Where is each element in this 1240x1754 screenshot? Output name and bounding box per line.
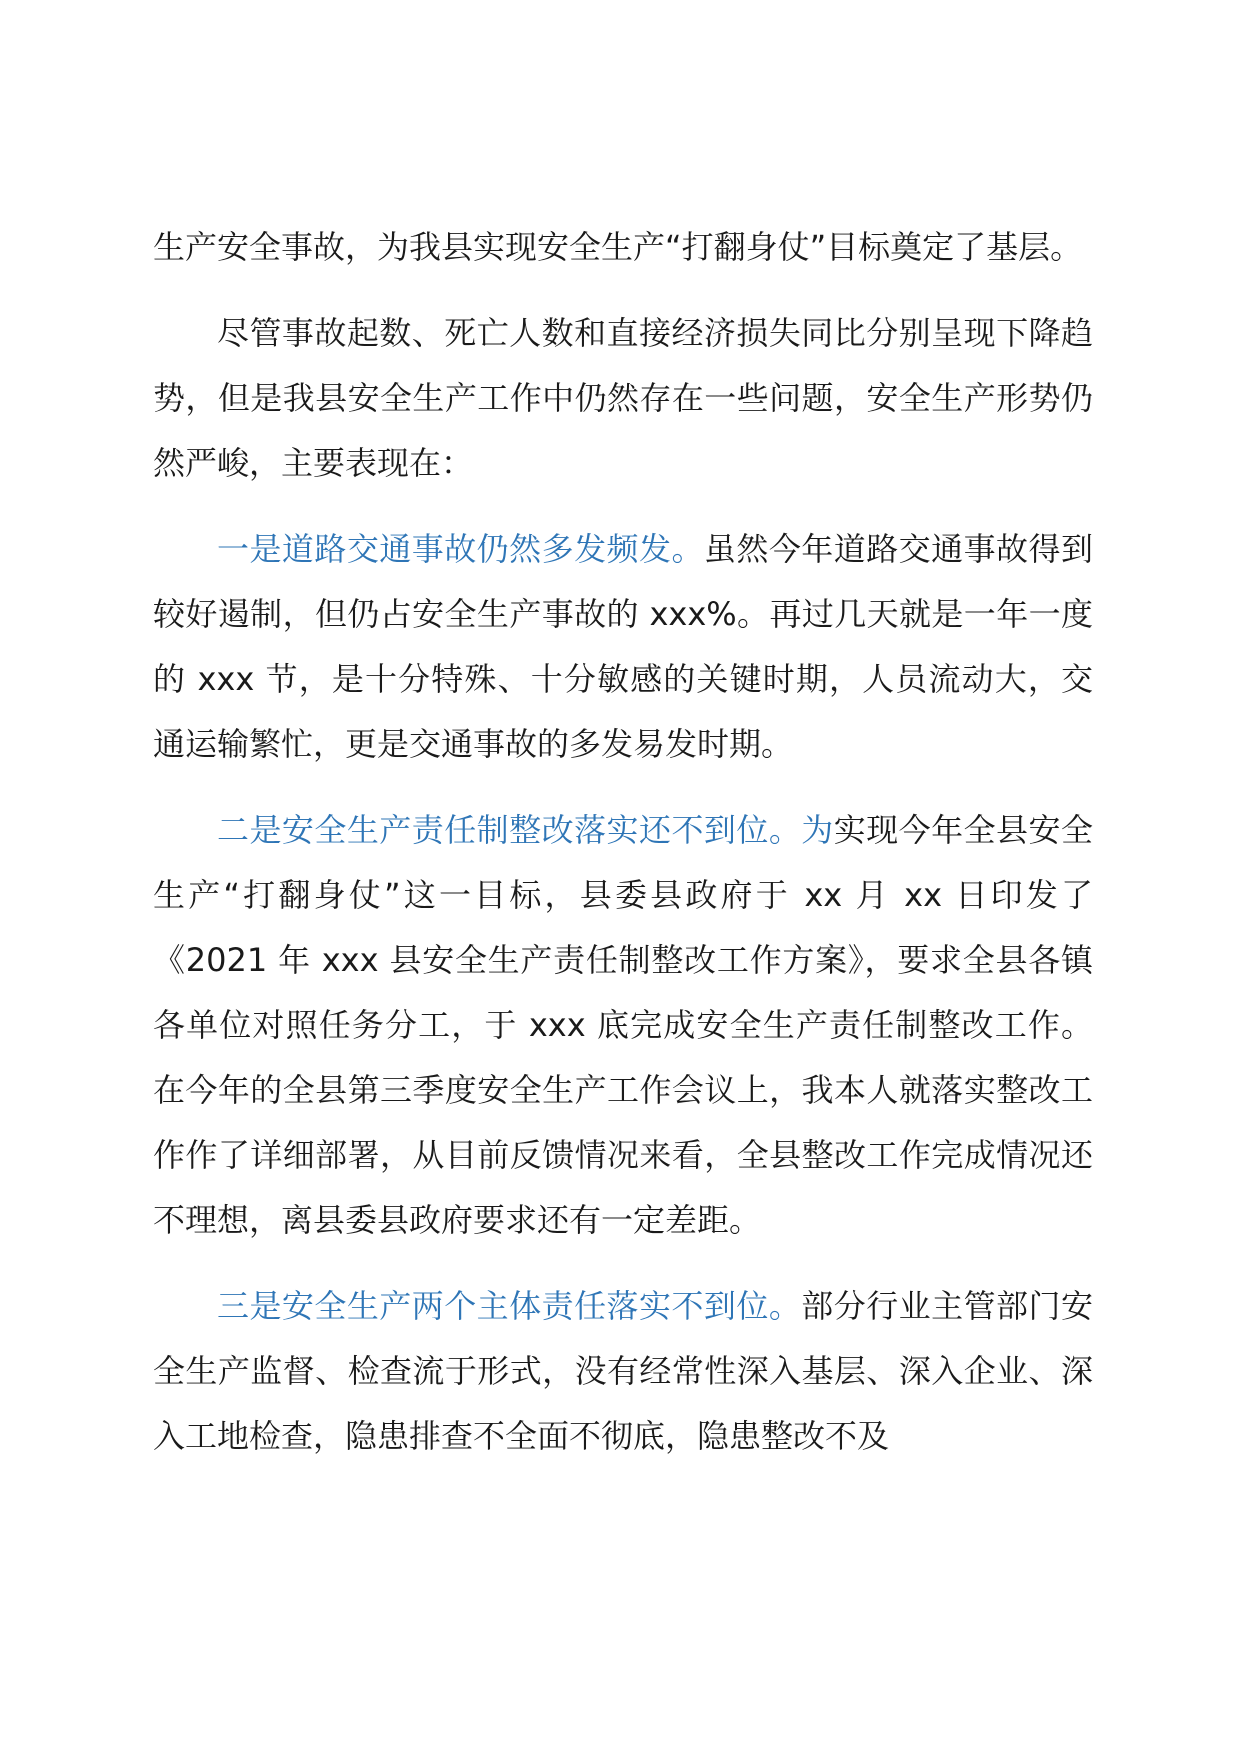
paragraph-4-text: 实现今年全县安全生产“打翻身仗”这一目标，县委县政府于 xx 月 xx 日印发了《2021 年 xxx 县安全生产责任制整改工作方案》，要求全县各镇各单位对照任务分工，于 xxx 底完成安全生产责任制整改工作。在今年的全县第三季度安全生产工作会议上，我本人就落实整改工作作了详细部署，从目前反馈情况来看，全县整改工作完成情况还不理想，离县委县政府要求还有一定差距。 (153, 811, 1093, 1239)
paragraph-2 (153, 301, 1093, 496)
paragraph-4 (153, 798, 1093, 1253)
paragraph-4-heading: 二是安全生产责任制整改落实还不到位。为 (217, 811, 834, 849)
paragraph-5 (153, 1274, 1093, 1469)
paragraph-1 (153, 215, 1093, 280)
paragraph-3-text: 虽然今年道路交通事故得到较好遏制，但仍占安全生产事故的 xxx%。再过几天就是一年一度的 xxx 节，是十分特殊、十分敏感的关键时期，人员流动大，交通运输繁忙，更是交通事故的多发易发时期。 (153, 530, 1093, 763)
paragraph-2-text: 尽管事故起数、死亡人数和直接经济损失同比分别呈现下降趋势，但是我县安全生产工作中仍然存在一些问题，安全生产形势仍然严峻，主要表现在： (153, 314, 1093, 482)
paragraph-5-heading: 三是安全生产两个主体责任落实不到位。 (217, 1287, 802, 1325)
document-body (153, 215, 1093, 1469)
paragraph-3 (153, 517, 1093, 777)
paragraph-1-text: 生产安全事故，为我县实现安全生产“打翻身仗”目标奠定了基层。 (153, 228, 1083, 266)
paragraph-3-heading: 一是道路交通事故仍然多发频发。 (217, 530, 704, 568)
paragraph-5-text: 部分行业主管部门安全生产监督、检查流于形式，没有经常性深入基层、深入企业、深入工地检查，隐患排查不全面不彻底，隐患整改不及 (153, 1287, 1093, 1455)
